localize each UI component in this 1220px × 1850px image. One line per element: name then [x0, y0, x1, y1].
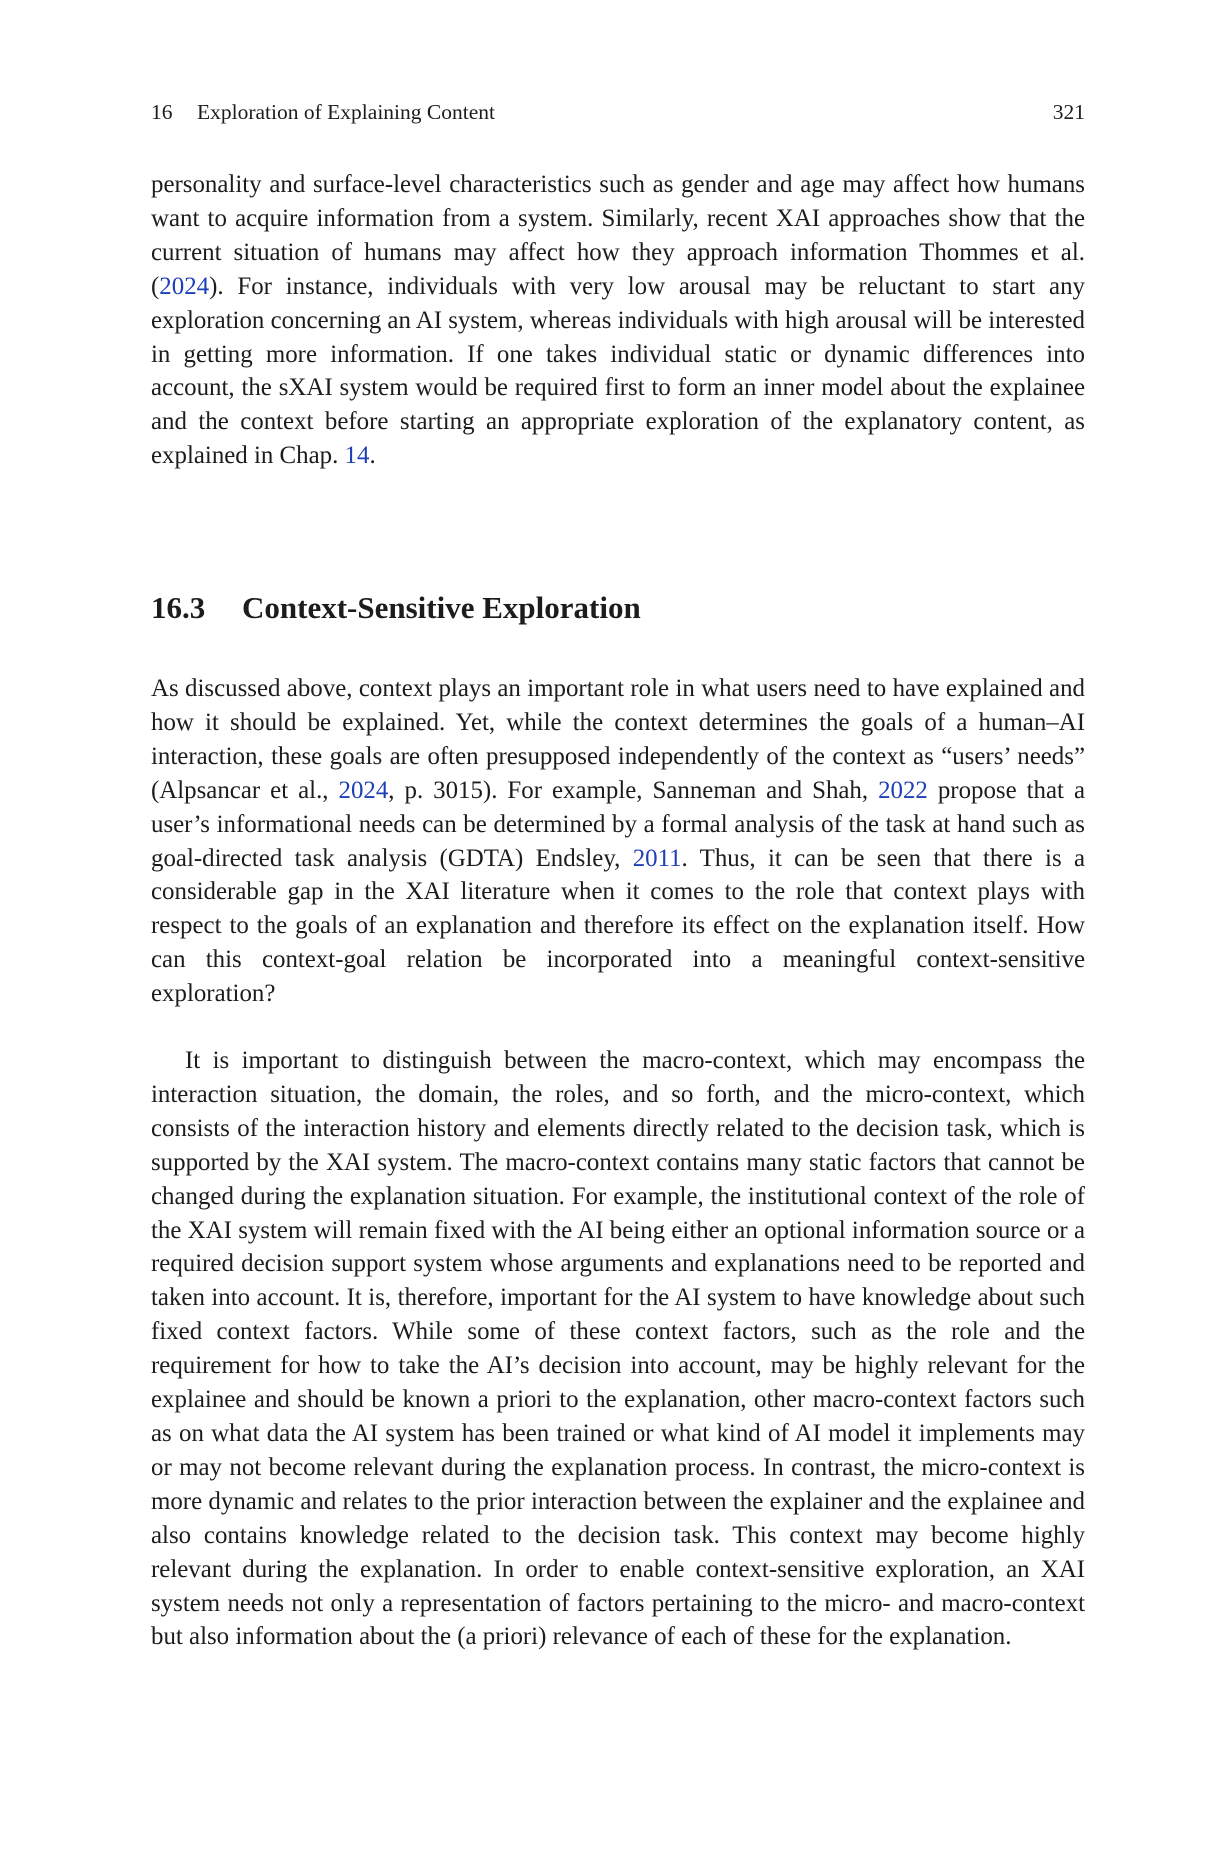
section-heading	[151, 588, 641, 628]
citation-link-endsley-2011[interactable]: 2011	[632, 844, 682, 872]
paragraph-context-goals	[151, 672, 1085, 1011]
paragraph-text: . Thus, it can be seen that there is a considerable gap in the XAI literature when it comes to the role that context plays with respect to the goals of an explanation and therefore its effect on the explanation itself. How can this context-goal relation be incorporated into a meaningful context-sensitive exploration?	[151, 844, 1086, 1008]
paragraph-text: propose that a user’s informational needs can be determined by a formal analysis of the task at hand such as goal-directed task analysis (GDTA) Endsley,	[151, 776, 1086, 872]
citation-link-alpsancar-2024[interactable]: 2024	[338, 776, 389, 804]
paragraph-text: personality and surface-level characteristics such as gender and age may affect how humans want to acquire information from a system. Similarly, recent XAI approaches show that the current situation of humans may affect how they approach information Thommes et al. (	[151, 171, 1085, 300]
paragraph-text: As discussed above, context plays an important role in what users need to have explained and how it should be explained. Yet, while the context determines the goals of a human–AI interaction, these goals are often presupposed independently of the context as “users’ needs” (Alpsancar et al.,	[151, 675, 1085, 804]
running-head	[151, 97, 1085, 127]
citation-link-thommes-2024[interactable]: 2024	[159, 272, 210, 300]
page-number: 321	[1052, 100, 1085, 124]
paragraph-macro-micro-context: It is important to distinguish between the macro-context, which may encompass the interaction situation, the domain, the roles, and so forth, and the micro-context, which consists of the interaction history and elements directly related to the decision task, which is supported by the XAI system. The macro-context contains many static factors that cannot be changed during the explanation situation. For example, the institutional context of the role of the XAI system will remain fixed with the AI being either an optional information source or a required decision support system whose arguments and explanations need to be reported and taken into account. It is, therefore, important for the AI system to have knowledge about such fixed context factors. While some of these context factors, such as the role and the requirement for how to take the AI’s decision into account, may be highly relevant for the explainee and should be known a priori to the explanation, other macro-context factors such as on what data the AI system has been trained or what kind of AI model it implements may or may not become relevant during the explanation process. In contrast, the micro-context is more dynamic and relates to the prior interaction between the explainer and the explainee and also contains knowledge related to the decision task. This context may become highly relevant during the explanation. In order to enable context-sensitive exploration, an XAI system needs not only a representation of factors pertaining to the micro- and macro-context but also information about the (a priori) relevance of each of these for the explanation.	[151, 1047, 1085, 1651]
section-title: Context-Sensitive Exploration	[242, 590, 641, 625]
paragraph-text: , p. 3015). For example, Sanneman and Shah,	[388, 776, 879, 804]
paragraph-text: .	[369, 442, 376, 470]
chapter-number: 16	[151, 100, 173, 124]
chapter-title: Exploration of Explaining Content	[197, 100, 495, 124]
citation-link-sanneman-2022[interactable]: 2022	[878, 776, 928, 804]
paragraph-individual-differences	[151, 168, 1085, 473]
chapter-link-14[interactable]: 14	[344, 442, 370, 470]
section-number: 16.3	[151, 590, 206, 625]
paragraph-text: ). For instance, individuals with very low arousal may be reluctant to start any exploration concerning an AI system, whereas individuals with high arousal will be interested in getting more information. If one takes individual static or dynamic differences into account, the sXAI system would be required first to form an inner model about the explainee and the context before starting an appropriate exploration of the explanatory content, as explained in Chap.	[151, 272, 1085, 470]
